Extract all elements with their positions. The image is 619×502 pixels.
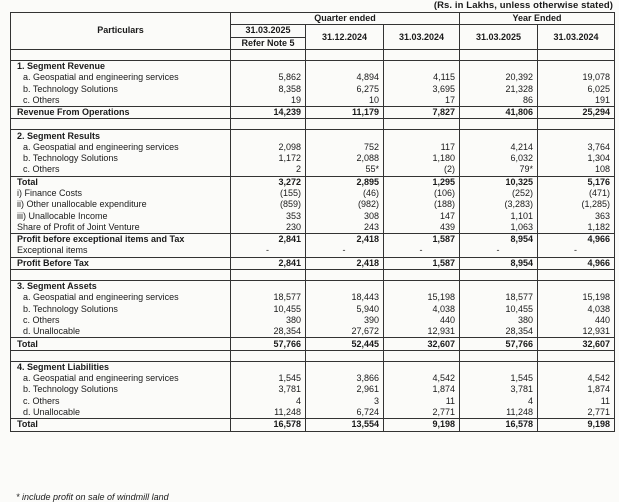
section-title-row bbox=[11, 60, 615, 72]
cell: 79* bbox=[460, 164, 538, 176]
section-title: 1. Segment Revenue bbox=[11, 60, 231, 72]
particulars-header: Particulars bbox=[11, 13, 231, 50]
cell-highlighted bbox=[231, 153, 306, 164]
cell: 2,088 bbox=[306, 153, 384, 164]
row-label: c. Others bbox=[11, 315, 231, 326]
section-title: 2. Segment Results bbox=[11, 130, 231, 142]
cell: 13,554 bbox=[306, 419, 384, 431]
row-label: Profit Before Tax bbox=[11, 257, 231, 269]
table-row bbox=[11, 222, 615, 234]
cell: 10 bbox=[306, 95, 384, 107]
cell: 28,354 bbox=[460, 326, 538, 338]
table-row bbox=[11, 210, 615, 221]
row-label: a. Geospatial and engineering services bbox=[11, 72, 231, 83]
cell: (859) bbox=[231, 199, 306, 210]
cell: 3,866 bbox=[306, 373, 384, 384]
cell: 1,545 bbox=[460, 373, 538, 384]
row-label: a. Geospatial and engineering services bbox=[11, 142, 231, 153]
cell: 191 bbox=[538, 95, 615, 107]
row-label: c. Others bbox=[11, 164, 231, 176]
cell: 390 bbox=[306, 315, 384, 326]
cell: 6,032 bbox=[460, 153, 538, 164]
cell: 57,766 bbox=[231, 338, 306, 350]
row-label: Total bbox=[11, 338, 231, 350]
cell: 11 bbox=[538, 396, 615, 407]
cell: 3,695 bbox=[384, 83, 460, 94]
cell: 2,418 bbox=[306, 257, 384, 269]
cell: 25,294 bbox=[538, 107, 615, 119]
cell: (46) bbox=[306, 188, 384, 199]
cell: 440 bbox=[538, 315, 615, 326]
table-row bbox=[11, 245, 615, 257]
section-title: 4. Segment Liabilities bbox=[11, 361, 231, 373]
cell: 86 bbox=[460, 95, 538, 107]
total-row bbox=[11, 257, 615, 269]
cell-highlighted bbox=[231, 304, 306, 315]
row-label: a. Geospatial and engineering services bbox=[11, 292, 231, 303]
cell: 2,418 bbox=[306, 234, 384, 246]
cell: 55* bbox=[306, 164, 384, 176]
cell: 2,841 bbox=[231, 257, 306, 269]
cell: 3,781 bbox=[460, 384, 538, 395]
cell: 1,182 bbox=[538, 222, 615, 234]
table-row bbox=[11, 142, 615, 153]
cell: (252) bbox=[460, 188, 538, 199]
cell: 14,239 bbox=[231, 107, 306, 119]
row-label: iii) Unallocable Income bbox=[11, 210, 231, 221]
cell: 7,827 bbox=[384, 107, 460, 119]
cell: 32,607 bbox=[384, 338, 460, 350]
cell-value: 10,455 bbox=[273, 304, 301, 314]
table-row bbox=[11, 292, 615, 303]
row-label: Share of Profit of Joint Venture bbox=[11, 222, 231, 234]
cell: 19,078 bbox=[538, 72, 615, 83]
cell: 11,248 bbox=[460, 407, 538, 419]
col-header: 31.12.2024 bbox=[306, 25, 384, 50]
row-label: a. Geospatial and engineering services bbox=[11, 373, 231, 384]
refer-note: Refer Note 5 bbox=[231, 37, 306, 49]
cell: 52,445 bbox=[306, 338, 384, 350]
cell: (1,285) bbox=[538, 199, 615, 210]
cell: 1,587 bbox=[384, 234, 460, 246]
cell: 27,672 bbox=[306, 326, 384, 338]
cell: (982) bbox=[306, 199, 384, 210]
cell: 5,176 bbox=[538, 176, 615, 188]
cell: 4,542 bbox=[538, 373, 615, 384]
cell: 117 bbox=[384, 142, 460, 153]
row-label: Total bbox=[11, 419, 231, 431]
cell: - bbox=[538, 245, 615, 257]
section-title: 3. Segment Assets bbox=[11, 280, 231, 292]
col-header: 31.03.2025 bbox=[460, 25, 538, 50]
cell: 1,101 bbox=[460, 210, 538, 221]
row-label: Revenue From Operations bbox=[11, 107, 231, 119]
cell: 32,607 bbox=[538, 338, 615, 350]
cell: 380 bbox=[460, 315, 538, 326]
cell: 5,862 bbox=[231, 72, 306, 83]
cell: (2) bbox=[384, 164, 460, 176]
row-label: Exceptional items bbox=[11, 245, 231, 257]
row-label: b. Technology Solutions bbox=[11, 304, 231, 315]
cell: 28,354 bbox=[231, 326, 306, 338]
row-label: c. Others bbox=[11, 396, 231, 407]
table-row bbox=[11, 72, 615, 83]
row-label: ii) Other unallocable expenditure bbox=[11, 199, 231, 210]
subtotal-row bbox=[11, 234, 615, 246]
cell: - bbox=[231, 245, 306, 257]
footnote: * include profit on sale of windmill land bbox=[16, 492, 169, 502]
cell: (155) bbox=[231, 188, 306, 199]
cell: 20,392 bbox=[460, 72, 538, 83]
cell: 8,954 bbox=[460, 234, 538, 246]
cell: 1,874 bbox=[384, 384, 460, 395]
cell: 6,025 bbox=[538, 83, 615, 94]
cell: - bbox=[460, 245, 538, 257]
cell: 9,198 bbox=[538, 419, 615, 431]
cell: 4 bbox=[231, 396, 306, 407]
section-title-row bbox=[11, 280, 615, 292]
cell: 15,198 bbox=[538, 292, 615, 303]
cell-value: 5,940 bbox=[356, 304, 379, 314]
year-ended-header: Year Ended bbox=[460, 13, 615, 25]
total-row bbox=[11, 176, 615, 188]
cell: (106) bbox=[384, 188, 460, 199]
cell: 41,806 bbox=[460, 107, 538, 119]
col-header: 31.03.2024 bbox=[538, 25, 615, 50]
cell: 1,295 bbox=[384, 176, 460, 188]
cell: 12,931 bbox=[538, 326, 615, 338]
segment-table bbox=[10, 12, 615, 432]
row-label: i) Finance Costs bbox=[11, 188, 231, 199]
cell: 17 bbox=[384, 95, 460, 107]
cell: 18,577 bbox=[231, 292, 306, 303]
cell: 4,894 bbox=[306, 72, 384, 83]
cell: 21,328 bbox=[460, 83, 538, 94]
cell: 1,063 bbox=[460, 222, 538, 234]
cell: 4,966 bbox=[538, 234, 615, 246]
table-row bbox=[11, 373, 615, 384]
cell: 4,038 bbox=[538, 304, 615, 315]
cell: (3,283) bbox=[460, 199, 538, 210]
cell-value: 8,358 bbox=[278, 84, 301, 94]
cell: 15,198 bbox=[384, 292, 460, 303]
cell: 380 bbox=[231, 315, 306, 326]
row-label: c. Others bbox=[11, 95, 231, 107]
table-row bbox=[11, 326, 615, 338]
col-header: 31.03.2024 bbox=[384, 25, 460, 50]
cell: 12,931 bbox=[384, 326, 460, 338]
cell: 3,764 bbox=[538, 142, 615, 153]
cell: 6,275 bbox=[306, 83, 384, 94]
cell: 1,874 bbox=[538, 384, 615, 395]
cell: 18,577 bbox=[460, 292, 538, 303]
section-title-row bbox=[11, 130, 615, 142]
cell: 3,781 bbox=[231, 384, 306, 395]
table-row bbox=[11, 384, 615, 395]
cell: 2 bbox=[231, 164, 306, 176]
total-row bbox=[11, 419, 615, 431]
cell: 11,248 bbox=[231, 407, 306, 419]
cell-highlighted bbox=[306, 304, 384, 315]
cell: 1,180 bbox=[384, 153, 460, 164]
table-row bbox=[11, 199, 615, 210]
row-label: d. Unallocable bbox=[11, 326, 231, 338]
units-note: (Rs. in Lakhs, unless otherwise stated) bbox=[434, 0, 613, 11]
cell: (188) bbox=[384, 199, 460, 210]
cell: 363 bbox=[538, 210, 615, 221]
table-row bbox=[11, 304, 615, 315]
cell: 752 bbox=[306, 142, 384, 153]
cell: 4,038 bbox=[384, 304, 460, 315]
cell: 108 bbox=[538, 164, 615, 176]
cell: 1,304 bbox=[538, 153, 615, 164]
cell-value: 1,172 bbox=[278, 153, 301, 163]
cell: 1,587 bbox=[384, 257, 460, 269]
cell: 10,455 bbox=[460, 304, 538, 315]
cell: 4,115 bbox=[384, 72, 460, 83]
cell: 308 bbox=[306, 210, 384, 221]
cell: 6,724 bbox=[306, 407, 384, 419]
cell: - bbox=[306, 245, 384, 257]
cell: 9,198 bbox=[384, 419, 460, 431]
cell: 11 bbox=[384, 396, 460, 407]
total-row bbox=[11, 338, 615, 350]
table-row bbox=[11, 407, 615, 419]
row-label: Total bbox=[11, 176, 231, 188]
cell: 16,578 bbox=[460, 419, 538, 431]
cell: 4 bbox=[460, 396, 538, 407]
cell: - bbox=[384, 245, 460, 257]
cell: 440 bbox=[384, 315, 460, 326]
row-label: Profit before exceptional items and Tax bbox=[11, 234, 231, 246]
table-row bbox=[11, 164, 615, 176]
col-header: 31.03.2025 bbox=[231, 25, 306, 37]
table-row bbox=[11, 396, 615, 407]
cell: 1,545 bbox=[231, 373, 306, 384]
cell: 243 bbox=[306, 222, 384, 234]
cell: 16,578 bbox=[231, 419, 306, 431]
row-label: b. Technology Solutions bbox=[11, 153, 231, 164]
cell: 4,214 bbox=[460, 142, 538, 153]
cell: 3 bbox=[306, 396, 384, 407]
cell: 18,443 bbox=[306, 292, 384, 303]
cell: 10,325 bbox=[460, 176, 538, 188]
row-label: b. Technology Solutions bbox=[11, 83, 231, 94]
row-label: d. Unallocable bbox=[11, 407, 231, 419]
cell: 4,966 bbox=[538, 257, 615, 269]
cell: 4,542 bbox=[384, 373, 460, 384]
cell: 3,272 bbox=[231, 176, 306, 188]
quarter-ended-header: Quarter ended bbox=[231, 13, 460, 25]
table-row bbox=[11, 95, 615, 107]
cell: 19 bbox=[231, 95, 306, 107]
cell-highlighted bbox=[231, 83, 306, 94]
cell: 2,771 bbox=[538, 407, 615, 419]
cell: 8,954 bbox=[460, 257, 538, 269]
cell: 147 bbox=[384, 210, 460, 221]
cell: 230 bbox=[231, 222, 306, 234]
cell: 2,771 bbox=[384, 407, 460, 419]
cell: 2,961 bbox=[306, 384, 384, 395]
cell: 57,766 bbox=[460, 338, 538, 350]
table-row bbox=[11, 188, 615, 199]
cell: (471) bbox=[538, 188, 615, 199]
cell: 2,841 bbox=[231, 234, 306, 246]
table-row bbox=[11, 83, 615, 94]
cell: 439 bbox=[384, 222, 460, 234]
cell: 2,895 bbox=[306, 176, 384, 188]
table-row bbox=[11, 315, 615, 326]
section-title-row bbox=[11, 361, 615, 373]
row-label: b. Technology Solutions bbox=[11, 384, 231, 395]
total-row bbox=[11, 107, 615, 119]
cell: 2,098 bbox=[231, 142, 306, 153]
table-row bbox=[11, 153, 615, 164]
cell: 353 bbox=[231, 210, 306, 221]
cell: 11,179 bbox=[306, 107, 384, 119]
